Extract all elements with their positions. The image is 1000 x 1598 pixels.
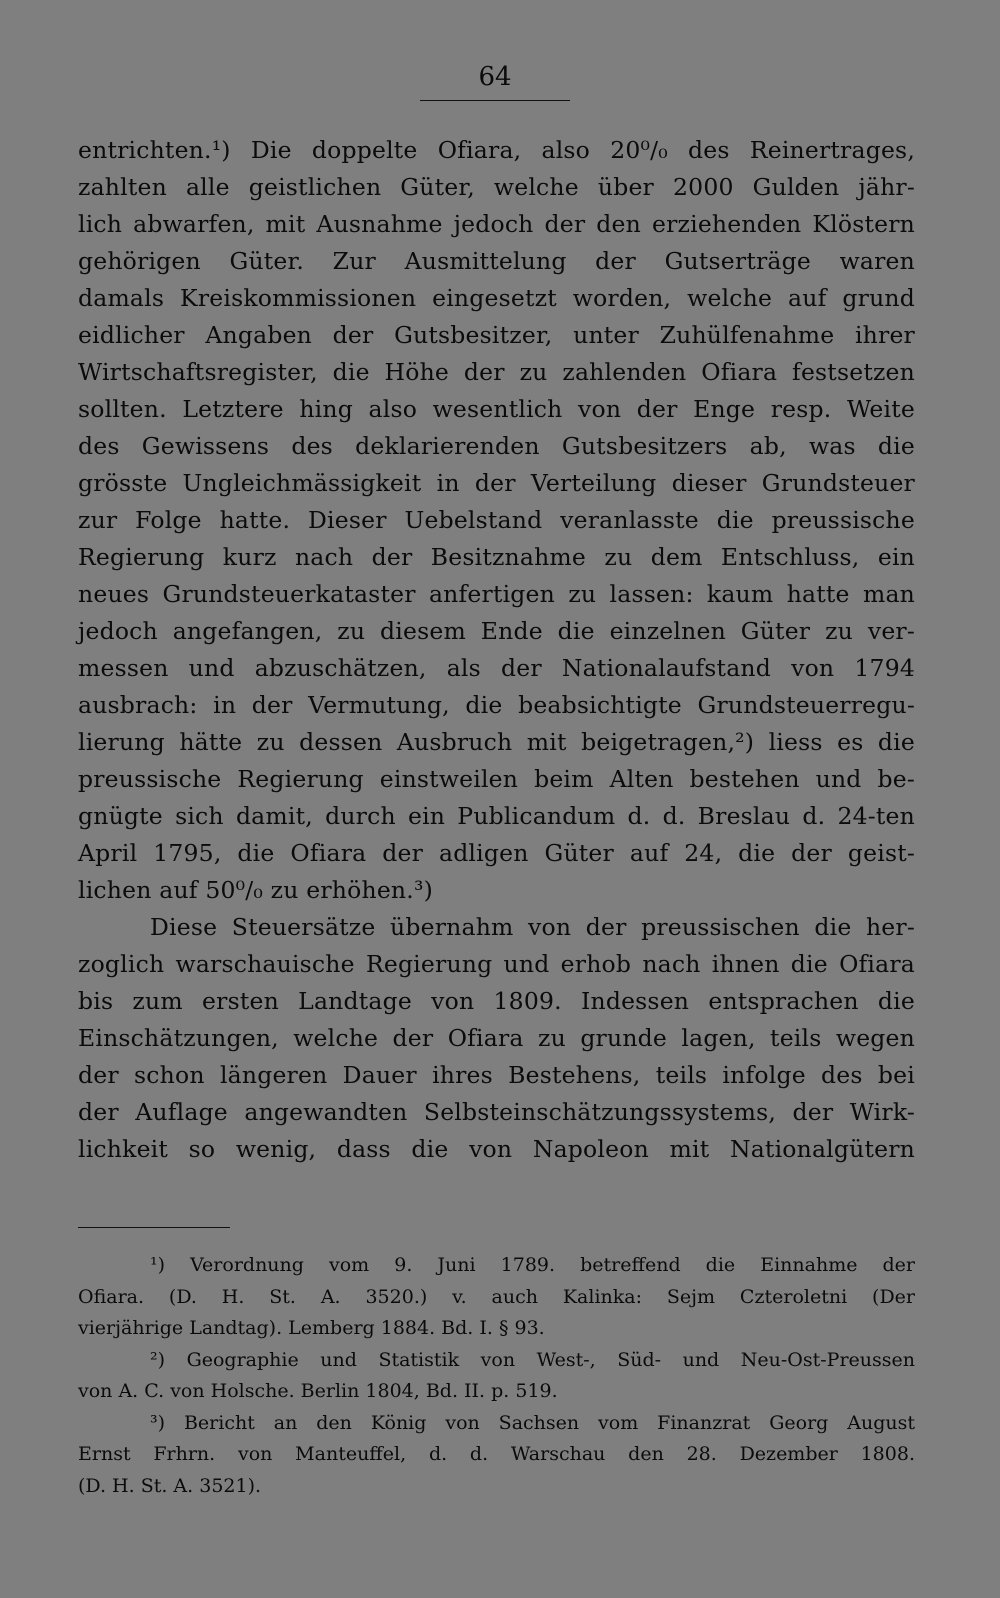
body-line: jedoch angefangen, zu diesem Ende die einzelnen Güter zu ver- [78,617,915,645]
page-number: 64 [478,62,512,92]
body-line: Einschätzungen, welche der Ofiara zu grunde lagen, teils wegen [78,1024,915,1052]
body-line: Wirtschaftsregister, die Höhe der zu zahlenden Ofiara festsetzen [78,358,915,386]
body-line: zur Folge hatte. Dieser Uebelstand veranlasste die preussische [78,506,915,534]
footnote-line: von A. C. von Holsche. Berlin 1804, Bd. II. p. 519. [78,1380,558,1402]
footnote-line: (D. H. St. A. 3521). [78,1474,262,1497]
body-line: gehörigen Güter. Zur Ausmittelung der Gutserträge waren [78,247,915,275]
body-line: neues Grundsteuerkataster anfertigen zu lassen: kaum hatte man [78,580,915,608]
body-line: ausbrach: in der Vermutung, die beabsichtigte Grundsteuerregu- [78,691,915,719]
footnote-line: Ernst Frhrn. von Manteuffel, d. d. Warschau den 28. Dezember 1808. [78,1443,915,1465]
body-line: gnügte sich damit, durch ein Publicandum d. d. Breslau d. 24-ten [78,802,915,830]
body-line: Regierung kurz nach der Besitznahme zu dem Entschluss, ein [78,543,915,571]
footnotes [78,1250,915,1502]
footnote-line: Ofiara. (D. H. St. A. 3520.) v. auch Kalinka: Sejm Czteroletni (Der [78,1285,915,1308]
body-line: des Gewissens des deklarierenden Gutsbesitzers ab, was die [78,432,915,460]
body-line: bis zum ersten Landtage von 1809. Indessen entsprachen die [78,987,915,1015]
body-line: der schon längeren Dauer ihres Bestehens, teils infolge des bei [78,1061,915,1089]
footnote-line: ³) Bericht an den König von Sachsen vom Finanzrat Georg August [150,1411,915,1434]
body-line: lichkeit so wenig, dass die von Napoleon mit Nationalgütern [78,1135,915,1163]
body-line: zahlten alle geistlichen Güter, welche über 2000 Gulden jähr- [78,173,915,201]
header-rule [420,100,570,101]
body-line: lierung hätte zu dessen Ausbruch mit beigetragen,²) liess es die [78,728,915,756]
body-line: entrichten.¹) Die doppelte Ofiara, also 20⁰/₀ des Reinertrages, [78,136,915,164]
body-line: zoglich warschauische Regierung und erhob nach ihnen die Ofiara [78,950,915,978]
body-line: damals Kreiskommissionen eingesetzt worden, welche auf grund [78,284,915,312]
footnote-line: ²) Geographie und Statistik von West-, Süd- und Neu-Ost-Preussen [150,1348,915,1371]
body-line: preussische Regierung einstweilen beim Alten bestehen und be- [78,765,915,793]
body-line: grösste Ungleichmässigkeit in der Verteilung dieser Grundsteuer [78,469,915,497]
body-line: April 1795, die Ofiara der adligen Güter auf 24, die der geist- [78,839,915,867]
footnote-line: vierjährige Landtag). Lemberg 1884. Bd. I. § 93. [78,1317,545,1339]
footnote-rule [78,1227,230,1228]
body-line: der Auflage angewandten Selbsteinschätzungssystems, der Wirk- [78,1098,915,1126]
body-text [78,132,915,1212]
body-line: sollten. Letztere hing also wesentlich von der Enge resp. Weite [78,395,915,423]
body-line: messen und abzuschätzen, als der Nationalaufstand von 1794 [78,654,915,682]
footnote-line: ¹) Verordnung vom 9. Juni 1789. betreffend die Einnahme der [150,1254,915,1276]
body-line: eidlicher Angaben der Gutsbesitzer, unter Zuhülfenahme ihrer [78,321,915,349]
body-line: lichen auf 50⁰/₀ zu erhöhen.³) [78,876,433,904]
body-line: Diese Steuersätze übernahm von der preussischen die her- [150,913,915,941]
body-line: lich abwarfen, mit Ausnahme jedoch der den erziehenden Klöstern [78,210,915,238]
